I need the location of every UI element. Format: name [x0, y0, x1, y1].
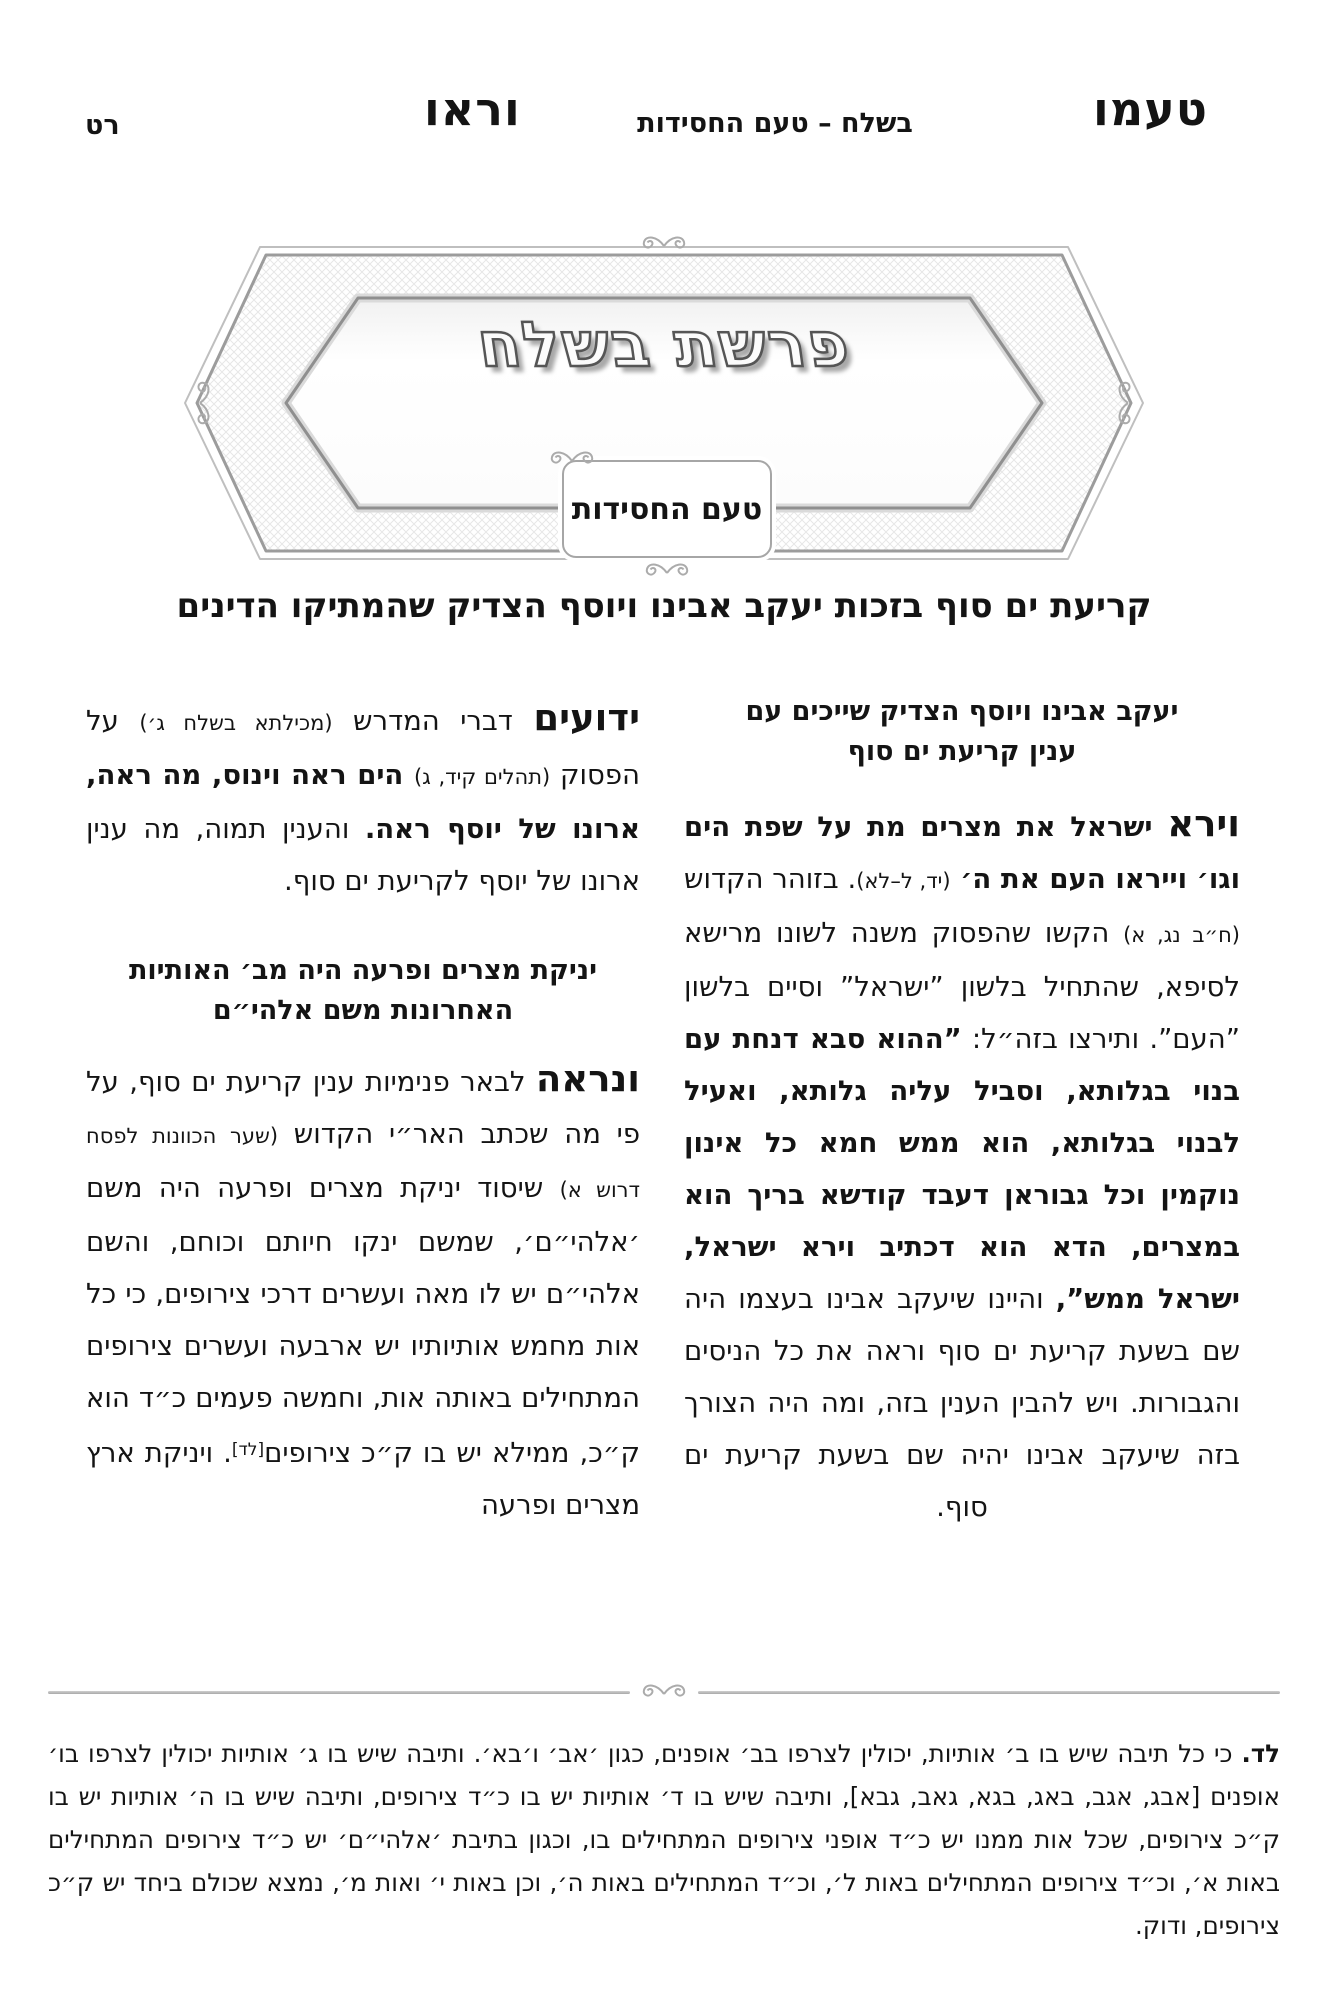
text-segment: דברי המדרש [332, 705, 534, 737]
text-segment: הקשו שהפסוק משנה לשונו מרישא לסיפא, שהתחיל בלשון ”ישראל” וסיים בלשון ”העם”. ותירצו בזה״ל: [684, 917, 1240, 1055]
running-header: בשלח – טעם החסידות [637, 108, 913, 139]
text-segment: [לד] [231, 1440, 265, 1460]
parsha-title: פרשת בשלח [472, 308, 856, 381]
parsha-banner [182, 244, 1146, 604]
text-segment: (שער הכוונות לפסח דרוש א) [86, 1124, 640, 1202]
right-column [684, 692, 1240, 1533]
body-paragraph [684, 798, 1240, 1533]
book-title-right: טעמו [1093, 82, 1208, 136]
text-segment: ישראל את מצרים מת על שפת הים וגו׳ וייראו העם את ה׳ [684, 811, 1241, 895]
text-segment: שיסוד יניקת מצרים ופרעה היה משם ׳אלהי״ם׳, שמשם ינקו חיותם וכוחם, והשם אלהי״ם יש לו מאה ועשרים דרכי צירופים, כי כל אות מחמש אותיותיו יש ארבעה ועשרים צירופים המתחילים באותה אות, וחמשה פעמים כ״ד הוא ק״כ, ממילא יש בו ק״כ צירופים [86, 1172, 640, 1469]
text-segment: . בזוהר הקדוש [684, 863, 857, 895]
text-segment: והענין תמוה, מה ענין ארונו של יוסף לקריעת ים סוף. [86, 813, 640, 897]
left-column [86, 692, 640, 1531]
section-headline: קריעת ים סוף בזכות יעקב אבינו ויוסף הצדיק שהמתיקו הדינים [176, 586, 1152, 626]
divider-line [48, 1691, 630, 1694]
text-segment: על הפסוק [86, 705, 641, 791]
divider-line [698, 1691, 1280, 1694]
text-segment: וירא [1167, 802, 1240, 845]
text-segment: כי כל תיבה שיש בו ב׳ אותיות, יכולין לצרפו בב׳ אופנים, כגון ׳אב׳ ו׳בא׳. ותיבה שיש בו ג׳ אותיות יכולין לצרפו בו׳ אופנים [אבג, אגב, באג, בגא, גאב, גבא], ותיבה שיש בו ד׳ אותיות יש בו כ״ד צירופים, ותיבה שיש בו ה׳ אותיות יש בו ק״כ צירופים, שכל אות ממנו יש כ״ד אופני צירופים המתחילים בו, וכגון בתיבת ׳אלהי״ם׳ יש כ״ד צירופים המתחילים באות א׳, וכ״ד צירופים המתחילים באות ל׳, וכ״ד המתחילים באות ה׳, וכן באות י׳ ואות מ׳, נמצא שכולם ביחד יש ק״כ צירופים, ודוק. [48, 1739, 1280, 1940]
footnote-text [48, 1732, 1280, 1947]
body-columns [86, 692, 1240, 1533]
scroll-ornament-icon [645, 561, 689, 583]
column-subheader: יניקת מצרים ופרעה היה מב׳ האותיות האחרונות משם אלהי״ם [128, 955, 598, 1026]
text-segment: לד. [1241, 1739, 1280, 1768]
text-segment: הים ראה וינוס, מה ראה, ארונו של יוסף ראה. [86, 759, 640, 845]
text-segment: לבאר פנימיות ענין קריעת ים סוף, על פי מה שכתב האר״י הקדוש [86, 1066, 640, 1150]
text-segment: (ח״ב נג, א) [1123, 923, 1240, 947]
footnote-divider [48, 1680, 1280, 1704]
text-segment: (מכילתא בשלח ג׳) [139, 711, 333, 735]
text-segment: (יד, ל–לא) [856, 869, 951, 893]
scroll-ornament-icon [550, 449, 594, 471]
body-paragraph [86, 692, 640, 907]
text-segment: . ויניקת ארץ מצרים ופרעה [86, 1437, 640, 1521]
text-segment: ידועים [533, 696, 640, 739]
page-number: רט [85, 110, 120, 141]
body-paragraph [86, 1053, 640, 1531]
book-title-left: וראו [424, 82, 521, 136]
scroll-ornament-icon [638, 1680, 690, 1704]
ribbon-label: טעם החסידות [571, 491, 763, 527]
text-segment: והיינו שיעקב אבינו בעצמו היה שם בשעת קריעת ים סוף וראה את כל הניסים והגבורות. ויש להבין הענין בזה, ומה היה הצורך בזה שיעקב אבינו יהיה שם בשעת קריעת ים סוף. [684, 1283, 1240, 1523]
column-subheader: יעקב אבינו ויוסף הצדיק שייכים עם ענין קריעת ים סוף [745, 696, 1179, 767]
subtitle-ribbon [562, 460, 772, 558]
text-segment: (תהלים קיד, ג) [413, 765, 551, 789]
text-segment: ”ההוא סבא דנחת עם בנוי בגלותא, וסביל עליה גלותא, ואעיל לבנוי בגלותא, הוא ממש חמא כל אינון נוקמין וכל גבוראן דעבד קודשא בריך הוא במצרים, הדא הוא דכתיב וירא ישראל, ישראל ממש”, [684, 1023, 1241, 1315]
text-segment: ונראה [535, 1057, 640, 1100]
